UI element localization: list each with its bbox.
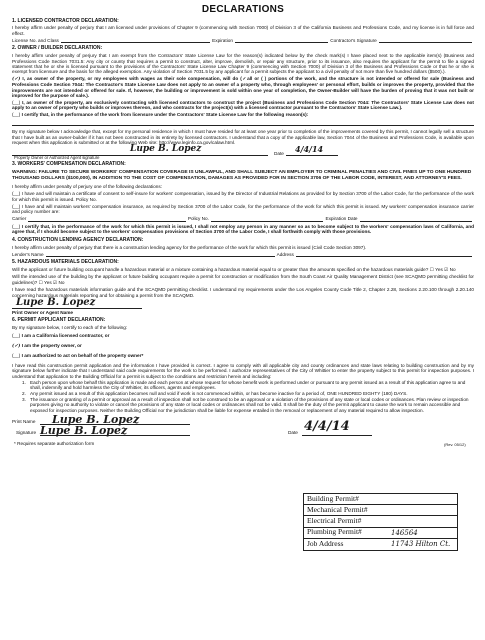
s3-heading: 3. WORKERS' COMPENSATION DECLARATION: — [12, 161, 126, 168]
permit-row-label: Building Permit# — [307, 493, 359, 503]
s5-name-row — [12, 297, 474, 316]
s5-q1-text: Will the applicant or future building occupant handle a hazardous material or a mixture containing a hazardous material equal to or greater than the amounts specified on the hazardous materials guide? — [12, 266, 429, 272]
permit-row-label: Job Address — [307, 539, 344, 548]
s4-text: I hereby affirm under penalty of perjury that there is a construction lending agency for the performance of the work for which this permit is issued (Civil Code Section 3097). — [12, 244, 367, 250]
s2-opt1-checkbox[interactable]: (✓) — [12, 76, 21, 82]
s5-q2-yes-label: Yes — [44, 279, 52, 285]
s3-opt2-checkbox[interactable]: (__) — [12, 203, 21, 209]
expiration-date-field[interactable] — [360, 216, 473, 222]
policy-label: Policy No. — [187, 216, 209, 222]
signature-value: Lupe B. Lopez — [40, 424, 128, 438]
permit-row-value[interactable]: 146564 — [391, 528, 418, 537]
page-title: DECLARATIONS — [201, 4, 285, 15]
permit-row-value[interactable]: 11743 Hilton Ct. — [391, 540, 451, 549]
s5-q2-no[interactable]: ☑ No — [52, 279, 65, 285]
s5-q1-yes-label: Yes — [435, 266, 443, 272]
s6-opt2-text: I am the property owner, or — [21, 342, 82, 348]
s5-name-line[interactable] — [12, 303, 142, 309]
s5-q2-yes[interactable]: ☐ Yes — [38, 279, 52, 285]
s1-heading: 1. LICENSED CONTRACTOR DECLARATION: — [12, 17, 119, 24]
s2-heading: 2. OWNER / BUILDER DECLARATION: — [12, 45, 103, 52]
s6-opt2-checkbox[interactable]: (✓) — [12, 343, 21, 349]
s5-name-value: Lupe B. Lopez — [16, 297, 96, 309]
date-line[interactable] — [302, 430, 372, 436]
s6-option-2 — [12, 343, 474, 349]
permit-row — [304, 516, 457, 527]
s3-carrier-row — [12, 216, 474, 222]
s2-opt3-text: I certify that, in the performance of the work from licensure under the Contractors' State License Law for the following reason(s): — [21, 111, 309, 117]
license-label: License No. and Class — [12, 37, 59, 43]
s6-conditions-list — [12, 380, 474, 414]
contractor-signature-field[interactable] — [379, 37, 472, 43]
s2-signature-value: Lupe B. Lopez — [130, 144, 202, 155]
s6-opt3-text: I am authorized to act on behalf of the property owner* — [21, 353, 144, 359]
permit-row — [304, 528, 457, 539]
s3-opt1-checkbox[interactable]: (__) — [12, 191, 21, 197]
signature-label: Signature — [16, 430, 37, 436]
s2-date-value: 4/4/14 — [295, 144, 324, 155]
s6-certify: By my signature below, I certify to each of the following: — [12, 324, 128, 330]
s2-date-label: Date — [274, 151, 284, 157]
print-name-label: Print Name — [12, 419, 36, 425]
s2-option-2 — [12, 100, 474, 111]
permit-row — [304, 539, 457, 550]
condition-number: 2. — [22, 390, 26, 396]
permit-row — [304, 505, 457, 516]
s6-signature-block — [12, 415, 474, 455]
s3-opt3-text: I certify that, in the performance of the work for which this permit is issued, I shall not employ any person in any manner so as to become subject to the workers' compensation laws of California, and agree that, if I should become subject to the workers' compensation provisions of Section 3700 of the Labor Code, I shall forthwith comply with those provisions. — [12, 223, 474, 235]
s3-option-1 — [12, 191, 474, 202]
s5-q2 — [12, 274, 474, 285]
condition-number: 3. — [22, 396, 26, 402]
s3-opt2-text: I have and will maintain workers' compensation insurance, as required by Section 3700 of the Labor Code, for the performance of the work for which this permit is issued. My workers' compensation insurance carrier and policy number are: — [12, 203, 474, 215]
permit-row-label: Electrical Permit# — [307, 516, 362, 526]
date-value: 4/4/14 — [304, 419, 350, 435]
permit-row-label: Plumbing Permit# — [307, 527, 362, 537]
address-field[interactable] — [296, 251, 472, 257]
s5-q2-text: Will the intended use of the building by the applicant or future building occupant require a permit for construction or modification from the South Coast Air Quality Management District (see SCAQMD permitting checklist for guidelines)? — [12, 274, 474, 285]
s6-read: I have read this construction permit application and the information I have provided is correct. I agree to comply with all applicable city and county ordinances and state laws relating to building construction and by my signature below further indicate that I understand said code requirements for the work to be performed. I authorize representatives of the City of Whittier to enter the property subject to this permit for inspection purposes. I understand that application to the Building Official for a permit is subject to the conditions and restriction herein and including: — [12, 362, 474, 379]
s5-q1-no-label: No — [449, 266, 456, 272]
s3-warning: WARNING: FAILURE TO SECURE WORKERS' COMPENSATION COVERAGE IS UNLAWFUL, AND SHALL SUBJECT AN EMPLOYER TO CRIMINAL PENALTIES AND CIVIL FINES UP TO ONE HUNDRED THOUSAND DOLLARS ($100,000), IN ADDITION TO THE COST OF COMPENSATION, DAMAGES AS PROVIDED FOR IN SECTION 3706 OF THE LABOR CODE, INTEREST, AND ATTORNEY'S FEES. — [12, 170, 472, 181]
print-name-value: Lupe B. Lopez — [52, 413, 140, 427]
expiration-label: Expiration — [212, 37, 233, 43]
signature-line[interactable] — [40, 430, 190, 436]
s2-signature-row — [12, 144, 474, 161]
expiration-field[interactable] — [235, 37, 328, 43]
s6-opt1-checkbox[interactable]: (__) — [12, 333, 21, 339]
s5-heading: 5. HAZARDOUS MATERIALS DECLARATION: — [12, 259, 119, 266]
policy-field[interactable] — [211, 216, 324, 222]
s2-text: I hereby affirm under penalty of perjury that I am exempt from the Contractors' State License Law for the reason(s) indicated below by the check mark(s) I have placed next to the applicable item(s) (Business and Professions Code Section 7031.5: Any city or county that requires a permit to construct, alter, improve, demolish, or repair any structure, prior to its issuance, also requires the applicant for the permit to file a signed statement that he or she is licensed pursuant to the provisions of the Contractors' State License Law Chapter 9 (commencing with Section 7000) of Division 3 of the Business and Professions Code or that he or she is exempt from licensure and the basis for the alleged exemption. Any violation of Section 7031.5 by any applicant for a permit subjects the applicant to a civil penalty of not more than five hundred dollars ($500).). — [12, 53, 474, 75]
s2-opt2-checkbox[interactable]: (__) — [12, 99, 21, 105]
lender-field[interactable] — [46, 251, 275, 257]
condition-text: The issuance or granting of a permit or approval as a result of inspection shall not be construed to be an approval or a violation of the provisions of any state or local codes or ordinances. Plan review or inspection purposes giving no authority to violate or cancel the provisions of any state or local codes or ordinances shall not be valid. It shall be the duty of the permit applicant to cause the work to remain accessible and exposed for inspection purposes. Neither the Building Official nor the jurisdiction shall be liable for expense entailed in the removal or replacement of any material required to allow inspection. — [30, 396, 469, 413]
s3-opt3-checkbox[interactable]: (__) — [12, 223, 21, 229]
permit-row-label: Mechanical Permit# — [307, 504, 368, 514]
s3-opt1-text: I have and will maintain a certificate of consent to self-insure for workers' compensation, issued by the Director of Industrial Relations as provided for by Section 3700 of the Labor Code, for the performance of the work for which this permit is issued. Policy No. — [12, 191, 475, 202]
s3-option-2 — [12, 204, 474, 215]
s4-lender-row — [12, 251, 474, 257]
s5-read: I have read the hazardous materials information guide and the SCAQMD permitting checklist. I understand my requirements under the Los Angeles County Code Title 2, Chapter 2.28, Sections 2.20.100 through 2.20.140 concerning hazardous materials reporting and for obtaining a permit from the SCAQMD. — [12, 287, 474, 298]
s2-signature-label: Property Owner or Authorized Agent signature — [14, 155, 100, 161]
license-field[interactable] — [61, 37, 210, 43]
s2-date-line[interactable] — [286, 150, 338, 156]
s5-q1-yes[interactable]: ☐ Yes — [429, 266, 443, 272]
s2-option-1 — [12, 76, 474, 99]
s5-q1-no[interactable]: ☑ No — [444, 266, 456, 272]
s3-option-3 — [12, 224, 474, 235]
s6-option-3 — [12, 353, 474, 358]
condition-item — [22, 391, 474, 396]
s2-ack: By my signature below I acknowledge that, except for my personal residence in which I must have resided for at least one year prior to completion of the improvements covered by this permit, I cannot legally sell a structure that I have built as an owner-builder if it has not been constructed in its entirety by licensed contractors. I understand that a copy of the applicable law, Section 7044 of the Business and Professions Code, is available upon request when this application is submitted or at the following Web site: http://www.leginfo.ca.gov/calaw.html. — [12, 129, 474, 145]
s5-q2-no-label: No — [58, 279, 65, 285]
lender-label: Lender's Name — [12, 251, 44, 257]
permit-number-box — [303, 493, 458, 551]
s4-heading: 4. CONSTRUCTION LENDING AGENCY DECLARATION: — [12, 236, 144, 243]
condition-text: Any permit issued as a result of this application becomes null and void if work is not commenced within, or has become inactive for a period of, ONE HUNDRED EIGHTY (180) DAYS. — [30, 390, 408, 396]
s2-reason-line[interactable] — [12, 118, 474, 126]
footnote: * Requires separate authorization form — [14, 441, 95, 447]
s2-option-3 — [12, 112, 474, 117]
s6-opt1-text: I am a California licensed contractor, or — [21, 333, 110, 339]
s2-opt3-checkbox[interactable]: (__) — [12, 111, 21, 117]
s6-option-1 — [12, 333, 474, 338]
contractor-signature-label: Contractor's Signature — [330, 37, 377, 43]
s5-q1 — [12, 267, 474, 272]
date-label: Date — [288, 430, 298, 436]
condition-text: Each person upon whose behalf this application is made and each person at whose request for whose benefit work is performed under or pursuant to any permit issued as a result of this application agree to and shall, indemnify and hold harmless the City of Whittier, its officers, agents and employees. — [30, 379, 466, 391]
expiration-date-label: Expiration Date — [325, 216, 358, 222]
condition-item — [22, 380, 474, 391]
permit-row — [304, 494, 457, 505]
s5-name-label: Print Owner or Agent Name — [12, 310, 74, 316]
address-label: Address — [276, 251, 294, 257]
s1-text: I hereby affirm under penalty of perjury that I am licensed under provisions of Chapter 9 (commencing with Section 7000) of Division 3 of the California Business and Professions Code, and my license is in full force and effect. — [12, 25, 474, 36]
s2-opt1-text: I, as owner of the property, or my employees with wages as their sole compensation, will do (✓all or ( ) portions of the work, and the structure is not intended or offered for sale (Business and Professions Code Section 7044: The Contractor's State License Law does not apply to an owner of a property who, through employees' or personal effort, builds or improves the property, provided that the improvements are not intended or offered for sale. If, however, the building or improvement is sold within one year of completion, the Owner-Builder will have the burden of proving that it was not built or improved for the purpose of sale.). — [12, 75, 475, 99]
s2-opt2-text: I, as owner of the property, am exclusively contracting with licensed contractors to construct the project (Business and Professions Code Section 7044: The Contractors' State License Law does not apply to an owner of property who builds or improves thereon, and who contracts for the project(s) with a licensed contractor pursuant to the Contractors' State License Law.). — [12, 99, 474, 111]
condition-number: 1. — [22, 379, 26, 385]
s1-fields-row — [12, 37, 474, 43]
s6-heading: 6. PERMIT APPLICANT DECLARATION: — [12, 317, 106, 324]
condition-item — [22, 397, 474, 413]
carrier-field[interactable] — [28, 216, 186, 222]
s6-opt3-checkbox[interactable]: (__) — [12, 353, 21, 359]
carrier-label: Carrier — [12, 216, 27, 222]
s3-affirm: I hereby affirm under penalty of perjury one of the following declarations: — [12, 183, 162, 189]
revision-label: (Rev. 05/12) — [444, 442, 466, 448]
